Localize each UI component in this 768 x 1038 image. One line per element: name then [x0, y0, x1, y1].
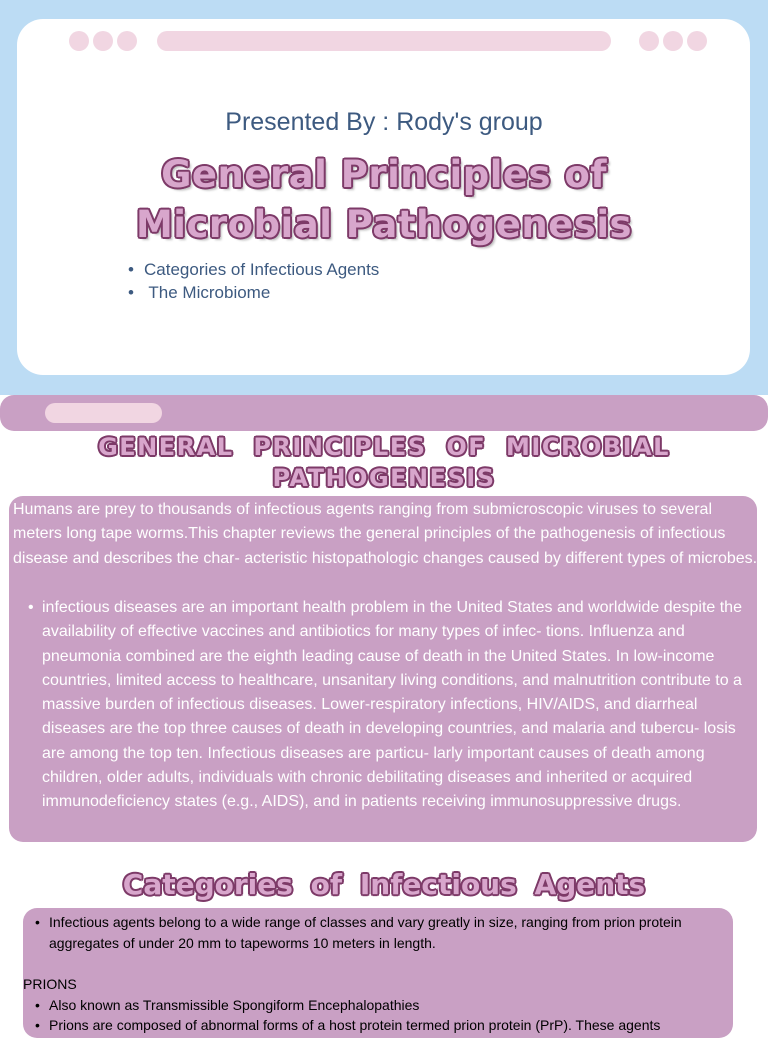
prions-bullet: • Also known as Transmissible Spongiform Encephalopathies	[23, 995, 728, 1016]
decor-dot	[639, 31, 659, 51]
decor-dot	[69, 31, 89, 51]
categories-heading: Categories of Infectious Agents	[122, 868, 646, 901]
categories-bullet-list	[23, 912, 728, 953]
categories-bullet: • Infectious agents belong to a wide range of classes and vary greatly in size, ranging from prion protein aggregates of under 20 mm to tapeworms 10 meters in length.	[23, 912, 728, 953]
decor-dot	[663, 31, 683, 51]
content-bullet: • infectious diseases are an important health problem in the United States and worldwide despite the availability of effective vaccines and antibiotics for many types of infec- tions. Influenza and pneumonia combined are the eighth leading cause of death in the United States. In low-income countries, limited access to healthcare, unsanitary living conditions, and malnutrition contribute to a massive burden of infectious diseases. Lower-respiratory infections, HIV/AIDS, and diarrheal diseases are the top three causes of death in developing countries, and malaria and tubercu- losis are among the top ten. Infectious diseases are particu- larly important causes of death among children, older adults, individuals with chronic debilitating diseases and inherited or acquired immunodeficiency states (e.g., AIDS), and in patients receiving immunosuppressive drugs.	[42, 596, 754, 815]
prions-bullet: • Prions are composed of abnormal forms of a host protein termed prion protein (PrP). These agents	[23, 1015, 728, 1036]
topic-list	[128, 259, 379, 304]
title-slide	[0, 0, 768, 395]
presented-by: Presented By : Rody's group	[225, 108, 543, 136]
slide-title-line2: Microbial Pathogenesis	[135, 203, 633, 246]
decor-dot	[93, 31, 113, 51]
slide-title	[0, 150, 768, 250]
decor-bar	[157, 31, 611, 51]
content-bullet-list	[42, 596, 754, 815]
decor-dot	[117, 31, 137, 51]
decor-pill	[45, 403, 162, 423]
prions-heading: PRIONS	[23, 976, 77, 992]
categories-content	[23, 912, 728, 1036]
topic-item: • The Microbiome	[128, 282, 379, 305]
section-heading	[0, 432, 768, 494]
topic-item: • Categories of Infectious Agents	[128, 259, 379, 282]
section-heading-line1: GENERAL PRINCIPLES OF MICROBIAL	[98, 433, 670, 461]
section-heading-line2: PATHOGENESIS	[272, 464, 496, 492]
slide-title-line1: General Principles of	[161, 153, 607, 196]
prions-bullet-list	[23, 995, 728, 1036]
intro-paragraph: Humans are prey to thousands of infectious agents ranging from submicroscopic viruses to several meters long tape worms.This chapter reviews the general principles of the pathogenesis of infectious disease and describes the char- acteristic histopathologic changes caused by different types of microbes.	[13, 501, 758, 567]
decor-dot	[687, 31, 707, 51]
